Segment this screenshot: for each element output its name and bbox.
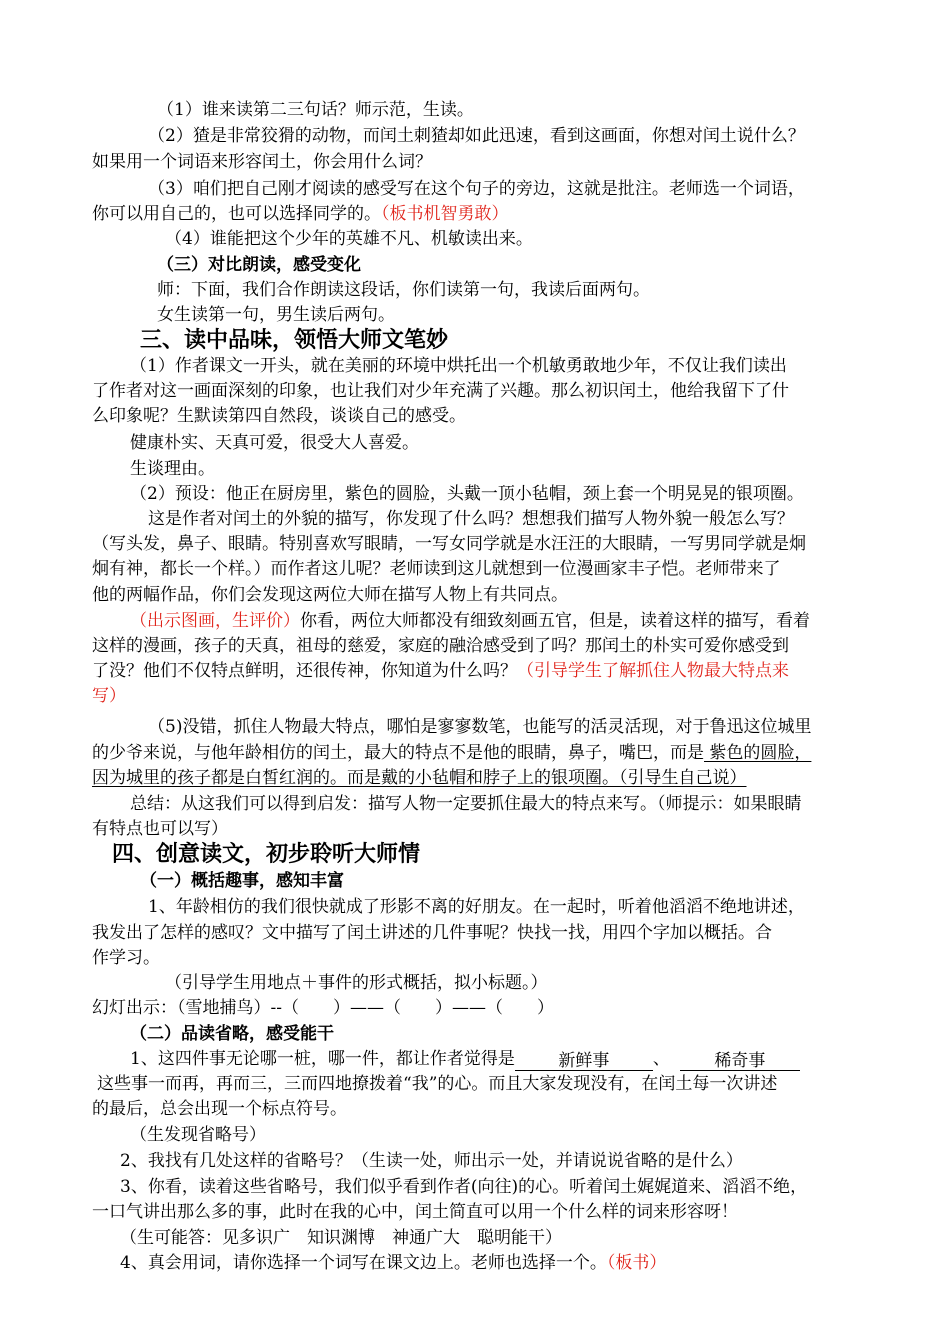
- text-line: （生发现省略号）: [130, 1125, 266, 1145]
- text-line: 这些事一而再，再而三，三而四地撩拨着“我”的心。而且大家发现没有，在闰土每一次讲述: [97, 1074, 778, 1094]
- fill-blank: 新鲜事: [515, 1049, 653, 1071]
- text-line: [92, 659, 789, 683]
- text-line: [92, 202, 509, 226]
- text-line: 总结：从这我们可以得到启发：描写人物一定要抓住最大的特点来写。（师提示：如果眼睛: [130, 794, 802, 814]
- text-line: 的最后，总会出现一个标点符号。: [92, 1099, 347, 1119]
- text-run: 你看，两位大师都没有细致刻画五官，但是，读着这样的描写，看着: [300, 611, 810, 631]
- text-line: 生谈理由。: [130, 459, 215, 479]
- text-line: [92, 741, 811, 765]
- annotation-red: 写）: [92, 686, 126, 706]
- text-line: 幻灯出示：（雪地捕鸟）--（ ）——（ ）——（ ）: [92, 998, 554, 1018]
- text-line: 健康朴实、天真可爱，很受大人喜爱。: [130, 433, 419, 453]
- text-line: 2、我找有几处这样的省略号？（生读一处，师出示一处，并请说说省略的是什么）: [120, 1151, 743, 1171]
- text-line: 这样的漫画，孩子的天真，祖母的慈爱，家庭的融洽感受到了吗？那闰土的朴实可爱你感受到: [92, 636, 789, 656]
- annotation-red: （引导学生了解抓住人物最大特点来: [517, 661, 789, 681]
- subsection-heading: （三）对比朗读，感受变化: [157, 255, 361, 275]
- text-line: 一口气讲出那么多的事，此时在我的心中，闰土简直可以用一个什么样的词来形容呀！: [92, 1202, 738, 1222]
- text-line: 作学习。: [92, 948, 160, 968]
- text-line: [130, 1047, 800, 1071]
- text-line: 女生读第一句，男生读后两句。: [157, 305, 395, 325]
- text-line: （5)没错，抓住人物最大特点，哪怕是寥寥数笔，也能写的活灵活现，对于鲁迅这位城里: [148, 717, 812, 737]
- text-line: 了作者对这一画面深刻的印象，也让我们对少年充满了兴趣。那么初识闰土，他给我留下了什: [92, 381, 789, 401]
- subsection-heading: （一）概括趣事，感知丰富: [140, 871, 344, 891]
- text-run: 、: [652, 1049, 670, 1069]
- text-line: （4）谁能把这个少年的英雄不凡、机敏读出来。: [165, 229, 533, 249]
- text-line: 师：下面，我们合作朗读这段话，你们读第一句，我读后面两句。: [157, 280, 650, 300]
- text-line: 这是作者对闰土的外貌的描写，你发现了什么吗？想想我们描写人物外貌一般怎么写？: [148, 509, 794, 529]
- section-heading: 三、读中品味，领悟大师文笔妙: [140, 327, 449, 353]
- text-run: 4、真会用词，请你选择一个词写在课文边上。老师也选择一个。: [120, 1253, 607, 1273]
- text-run: 了没？他们不仅特点鲜明，还很传神，你知道为什么吗？: [92, 661, 517, 681]
- section-heading: 四、创意读文，初步聆听大师情: [112, 841, 421, 867]
- text-line: （生可能答：见多识广 知识渊博 神通广大 聪明能干）: [120, 1228, 562, 1248]
- text-line: 么印象呢？生默读第四自然段，谈谈自己的感受。: [92, 406, 466, 426]
- text-line: （2）预设：他正在厨房里，紫色的圆脸，头戴一顶小毡帽，颈上套一个明晃晃的银项圈。: [130, 484, 804, 504]
- text-line: （2）猹是非常狡猾的动物，而闰土刺猹却如此迅速，看到这画面，你想对闰土说什么？: [148, 126, 805, 146]
- text-line: [120, 1251, 666, 1275]
- text-line: （1）谁来读第二三句话？师示范，生读。: [157, 100, 474, 120]
- text-line: 1、年龄相仿的我们很快就成了形影不离的好朋友。在一起时，听着他滔滔不绝地讲述，: [148, 897, 805, 917]
- text-line: （3）咱们把自己刚才阅读的感受写在这个句子的旁边，这就是批注。老师选一个词语，: [148, 179, 805, 199]
- text-line: 炯有神，都长一个样。）而作者这儿呢？老师读到这儿就想到一位漫画家丰子恺。老师带来了: [92, 559, 781, 579]
- annotation-red: （出示图画，生评价）: [130, 611, 300, 631]
- subsection-heading: （二）品读省略，感受能干: [130, 1024, 334, 1044]
- annotation-red: （板书机智勇敢）: [381, 204, 509, 224]
- text-line: （1）作者课文一开头，就在美丽的环境中烘托出一个机敏勇敢地少年，不仅让我们读出: [130, 356, 787, 376]
- text-line: （引导学生用地点＋事件的形式概括，拟小标题。）: [165, 973, 548, 993]
- text-line: 我发出了怎样的感叹？文中描写了闰土讲述的几件事呢？快找一找，用四个字加以概括。合: [92, 923, 772, 943]
- text-run: 1、这四件事无论哪一桩，哪一件，都让作者觉得是: [130, 1049, 515, 1069]
- text-line: 如果用一个词语来形容闰土，你会用什么词？: [92, 152, 432, 172]
- text-run: 的少爷来说，与他年龄相仿的闰土，最大的特点不是他的眼睛，鼻子，嘴巴，而是: [92, 743, 704, 763]
- underlined-text: 紫色的圆脸，: [704, 743, 812, 763]
- text-line: 他的两幅作品，你们会发现这两位大师在描写人物上有共同点。: [92, 585, 568, 605]
- text-run: 你可以用自己的，也可以选择同学的。: [92, 204, 381, 224]
- fill-blank: 稀奇事: [680, 1049, 800, 1071]
- underlined-text: 因为城里的孩子都是白皙红润的。而是戴的小毡帽和脖子上的银项圈。（引导生自己说）: [92, 768, 747, 788]
- text-line: 有特点也可以写）: [92, 819, 228, 839]
- text-line: 3、你看，读着这些省略号，我们似乎看到作者(向往)的心。听着闰土娓娓道来、滔滔不绝，: [120, 1177, 808, 1197]
- text-line: （写头发，鼻子、眼睛。特别喜欢写眼睛，一写女同学就是水汪汪的大眼睛，一写男同学就是炯: [92, 534, 806, 554]
- text-line: [130, 609, 810, 633]
- annotation-red: （板书）: [606, 1253, 667, 1273]
